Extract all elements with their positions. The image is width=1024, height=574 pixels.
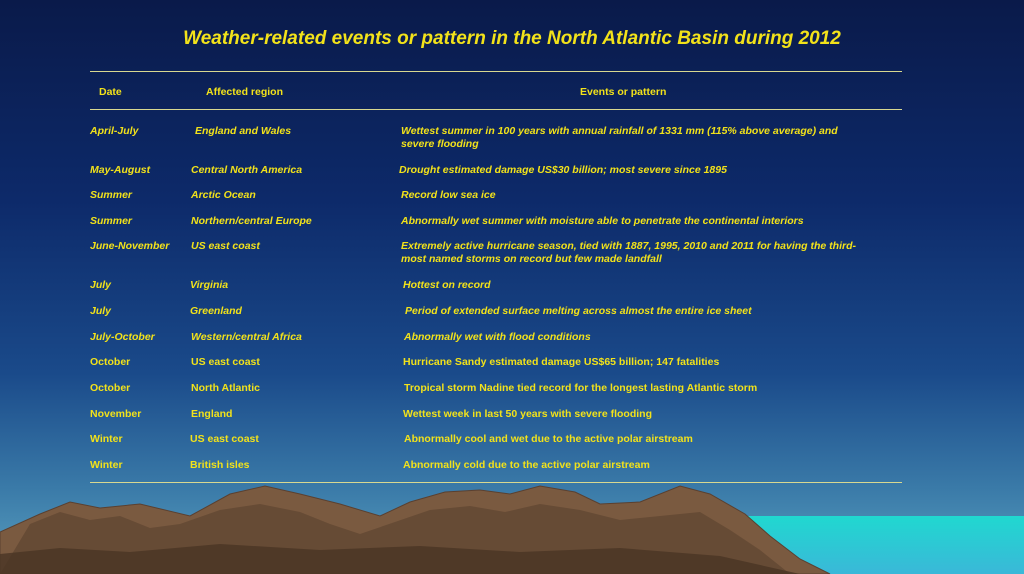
row-event: Abnormally wet with flood conditions <box>404 331 591 343</box>
row-event: Period of extended surface melting across almost the entire ice sheet <box>405 305 752 317</box>
row-region: North Atlantic <box>191 382 261 394</box>
row-event: Record low sea ice <box>401 189 496 201</box>
row-date: June-November <box>90 240 170 252</box>
row-date: July-October <box>90 331 155 343</box>
row-event: Wettest week in last 50 years with severe flooding <box>403 408 652 420</box>
row-region: Virginia <box>190 279 229 291</box>
row-date: July <box>90 279 112 291</box>
header-events: Events or pattern <box>580 86 667 98</box>
row-date: Summer <box>90 215 133 227</box>
header-date: Date <box>99 86 122 98</box>
row-event: Abnormally wet summer with moisture able to penetrate the continental interiors <box>401 215 804 227</box>
row-date: Summer <box>90 189 133 201</box>
row-region: Arctic Ocean <box>191 189 256 201</box>
row-event: Tropical storm Nadine tied record for the longest lasting Atlantic storm <box>404 382 758 394</box>
row-region: Greenland <box>190 305 242 317</box>
row-region: Northern/central Europe <box>191 215 312 227</box>
row-region: Western/central Africa <box>191 331 302 343</box>
header-bottom-rule <box>90 109 902 110</box>
row-date: October <box>90 356 131 368</box>
row-event: Hurricane Sandy estimated damage US$65 billion; 147 fatalities <box>403 356 720 368</box>
row-region: US east coast <box>191 356 260 368</box>
row-event: Abnormally cool and wet due to the active polar airstream <box>404 433 693 445</box>
row-region: US east coast <box>191 240 260 252</box>
header-top-rule <box>90 71 902 72</box>
row-date: July <box>90 305 112 317</box>
row-date: Winter <box>90 433 123 445</box>
row-date: Winter <box>90 459 123 471</box>
row-date: April-July <box>90 125 139 137</box>
row-region: Central North America <box>191 164 303 176</box>
mountain-landscape <box>0 464 1024 574</box>
row-date: May-August <box>90 164 151 176</box>
row-region: British isles <box>190 459 250 471</box>
row-event: Abnormally cold due to the active polar airstream <box>403 459 650 471</box>
row-event: Wettest summer in 100 years with annual rainfall of 1331 mm (115% above average) and severe flooding <box>401 125 838 150</box>
row-region: US east coast <box>190 433 259 445</box>
row-event: Extremely active hurricane season, tied with 1887, 1995, 2010 and 2011 for having the third-most named storms on record but few made landfall <box>401 240 856 265</box>
row-date: October <box>90 382 131 394</box>
row-date: November <box>90 408 142 420</box>
row-region: England and Wales <box>195 125 292 137</box>
row-event: Drought estimated damage US$30 billion; most severe since 1895 <box>399 164 727 176</box>
header-region: Affected region <box>206 86 284 98</box>
row-region: England <box>191 408 233 420</box>
slide-title: Weather-related events or pattern in the North Atlantic Basin during 2012 <box>183 28 841 49</box>
row-event: Hottest on record <box>403 279 491 291</box>
